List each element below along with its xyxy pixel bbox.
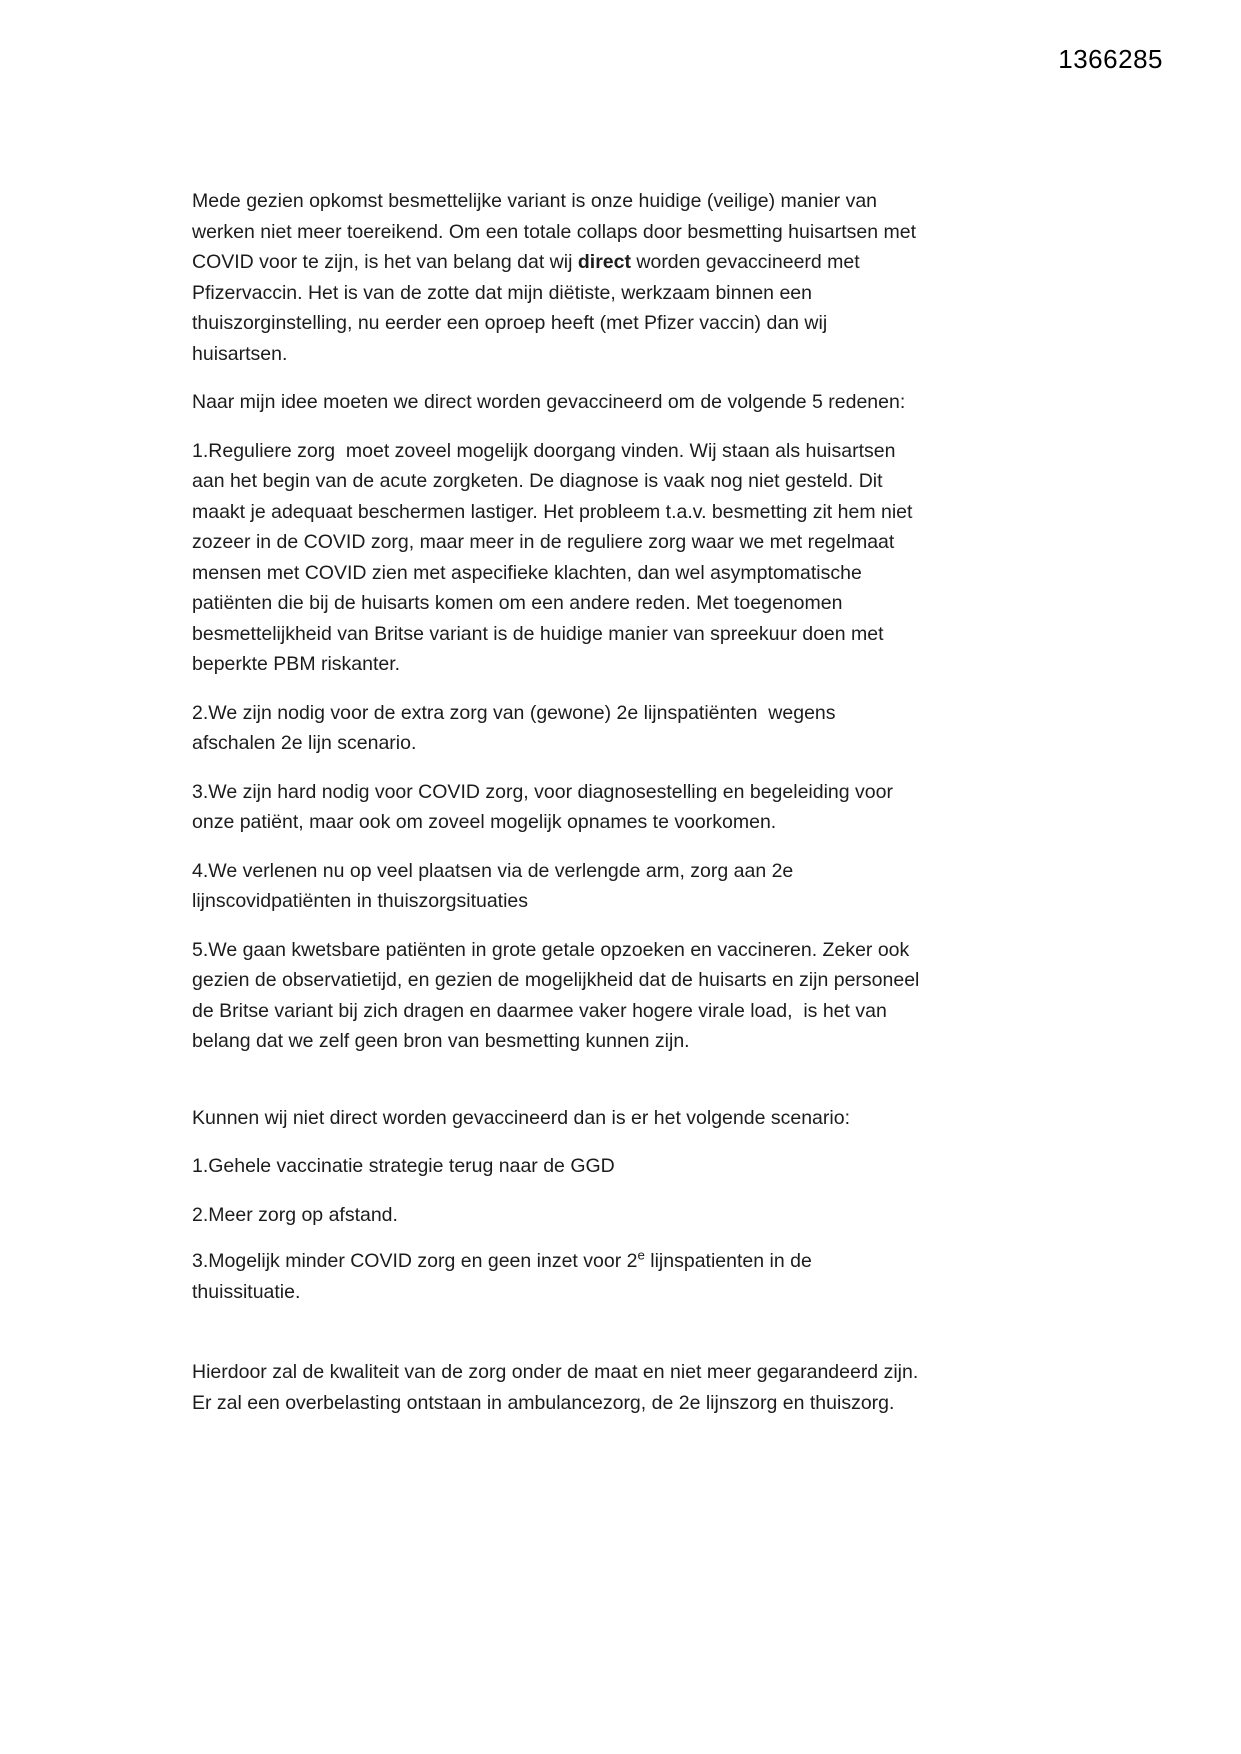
list-item-reason-3: 3.We zijn hard nodig voor COVID zorg, voor diagnosestelling en begeleiding voor onze patiënt, maar ook om zoveel mogelijk opnames te voorkomen. [192,780,899,833]
paragraph-conclusion: Hierdoor zal de kwaliteit van de zorg onder de maat en niet meer gegarandeerd zijn. Er zal een overbelasting ontstaan in ambulancezorg, de 2e lijnszorg en thuiszorg. [192,1361,924,1414]
list-item-reason-1: 1.Reguliere zorg moet zoveel mogelijk doorgang vinden. Wij staan als huisartsen aan het begin van de acute zorgketen. De diagnose is vaak nog niet gesteld. Dit maakt je adequaat beschermen lastiger. Het probleem t.a.v. besmetting zit hem niet zozeer in de COVID zorg, maar meer in de reguliere zorg waar we met regelmaat mensen met COVID zien met aspecifieke klachten, dan wel asymptomatische patiënten die bij de huisarts komen om een andere reden. Met toegenomen besmettelijkheid van Britse variant is de huidige manier van spreekuur doen met beperkte PBM riskanter. [192,439,918,675]
document-body [192,186,925,1436]
document-reference-number: 1366285 [1058,44,1163,74]
list-item-scenario-1: 1.Gehele vaccinatie strategie terug naar de GGD [192,1155,615,1177]
paragraph-intro-text-before-bold: Mede gezien opkomst besmettelijke variant is onze huidige (veilige) manier van werken niet meer toereikend. Om een totale collaps door besmetting huisartsen met COVID voor te zijn, is het van belang dat wij [192,190,922,273]
list-item-scenario-2: 2.Meer zorg op afstand. [192,1203,398,1226]
list-item-reason-4: 4.We verlenen nu op veel plaatsen via de verlengde arm, zorg aan 2e lijnscovidpatiënten in thuiszorgsituaties [192,859,799,912]
list-item-scenario-3 [192,1246,922,1307]
paragraph-intro-text-after-bold: worden gevaccineerd met Pfizervaccin. Het is van de zotte dat mijn diëtiste, werkzaam binnen een thuiszorginstelling, nu eerder een oproep heeft (met Pfizer vaccin) dan wij huisartsen. [192,251,866,365]
ordinal-superscript: e [637,1247,645,1263]
list-item-reason-5: 5.We gaan kwetsbare patiënten in grote getale opzoeken en vaccineren. Zeker ook gezien de observatietijd, en gezien de mogelijkheid dat de huisarts en zijn personeel de Britse variant bij zich dragen en daarmee vaker hogere virale load, is het van belang dat we zelf geen bron van besmetting kunnen zijn. [192,938,925,1052]
list-item-reason-2: 2.We zijn nodig voor de extra zorg van (gewone) 2e lijnspatiënten wegens afschalen 2e lijn scenario. [192,701,841,754]
document-header [0,44,1241,75]
paragraph-intro [192,186,922,369]
paragraph-intro-bold-word: direct [577,251,631,273]
list-item-scenario-3-text-part-2: lijnspatienten in de thuissituatie. [192,1250,818,1303]
list-item-scenario-3-text-part-1: 3.Mogelijk minder COVID zorg en geen inzet voor 2 [192,1250,638,1272]
paragraph-scenario-intro: Kunnen wij niet direct worden gevaccineerd dan is er het volgende scenario: [192,1106,850,1129]
paragraph-reasons-intro: Naar mijn idee moeten we direct worden gevaccineerd om de volgende 5 redenen: [192,391,906,413]
